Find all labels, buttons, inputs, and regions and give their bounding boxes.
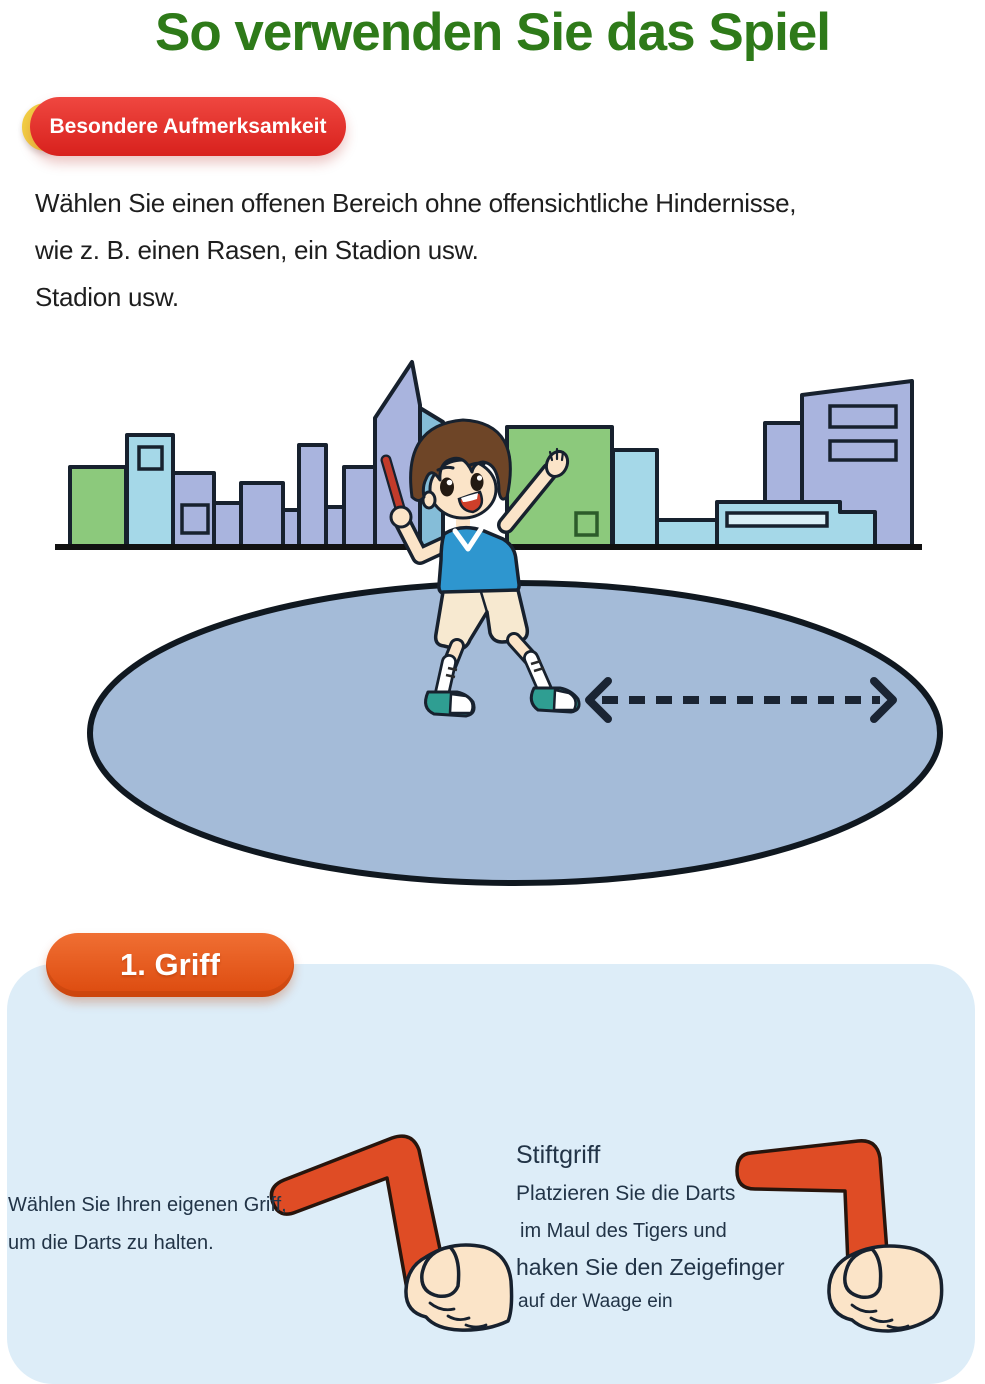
grip-step-badge: [46, 933, 294, 997]
grip-left-note-line: um die Darts zu halten.: [8, 1232, 214, 1254]
pen-grip-line: Platzieren Sie die Darts: [516, 1182, 736, 1205]
intro-line: Stadion usw.: [35, 282, 179, 312]
intro-line: Wählen Sie einen offenen Bereich ohne offensichtliche Hindernisse,: [35, 188, 797, 218]
hand-left-icon: [406, 1245, 512, 1330]
pen-grip-line: haken Sie den Zeigefinger: [516, 1254, 785, 1280]
grip-illustrations: [0, 960, 985, 1384]
pen-grip-line: auf der Waage ein: [518, 1291, 673, 1312]
hand-right-icon: [829, 1246, 942, 1331]
grip-left-note-line: Wählen Sie Ihren eigenen Griff,: [8, 1194, 287, 1216]
attention-badge-label: Besondere Aufmerksamkeit: [49, 114, 327, 138]
grip-step-badge-label: 1. Griff: [120, 947, 220, 982]
open-area-illustration: [0, 340, 985, 900]
page-title: So verwenden Sie das Spiel: [154, 3, 831, 62]
intro-line: wie z. B. einen Rasen, ein Stadion usw.: [35, 235, 479, 265]
attention-badge: [30, 97, 346, 156]
grip-left-note: [8, 1186, 287, 1262]
pen-grip-note: [516, 1141, 785, 1313]
intro-text: [35, 180, 955, 321]
pen-grip-title: Stiftgriff: [516, 1141, 601, 1169]
pen-grip-line: im Maul des Tigers und: [520, 1220, 727, 1242]
